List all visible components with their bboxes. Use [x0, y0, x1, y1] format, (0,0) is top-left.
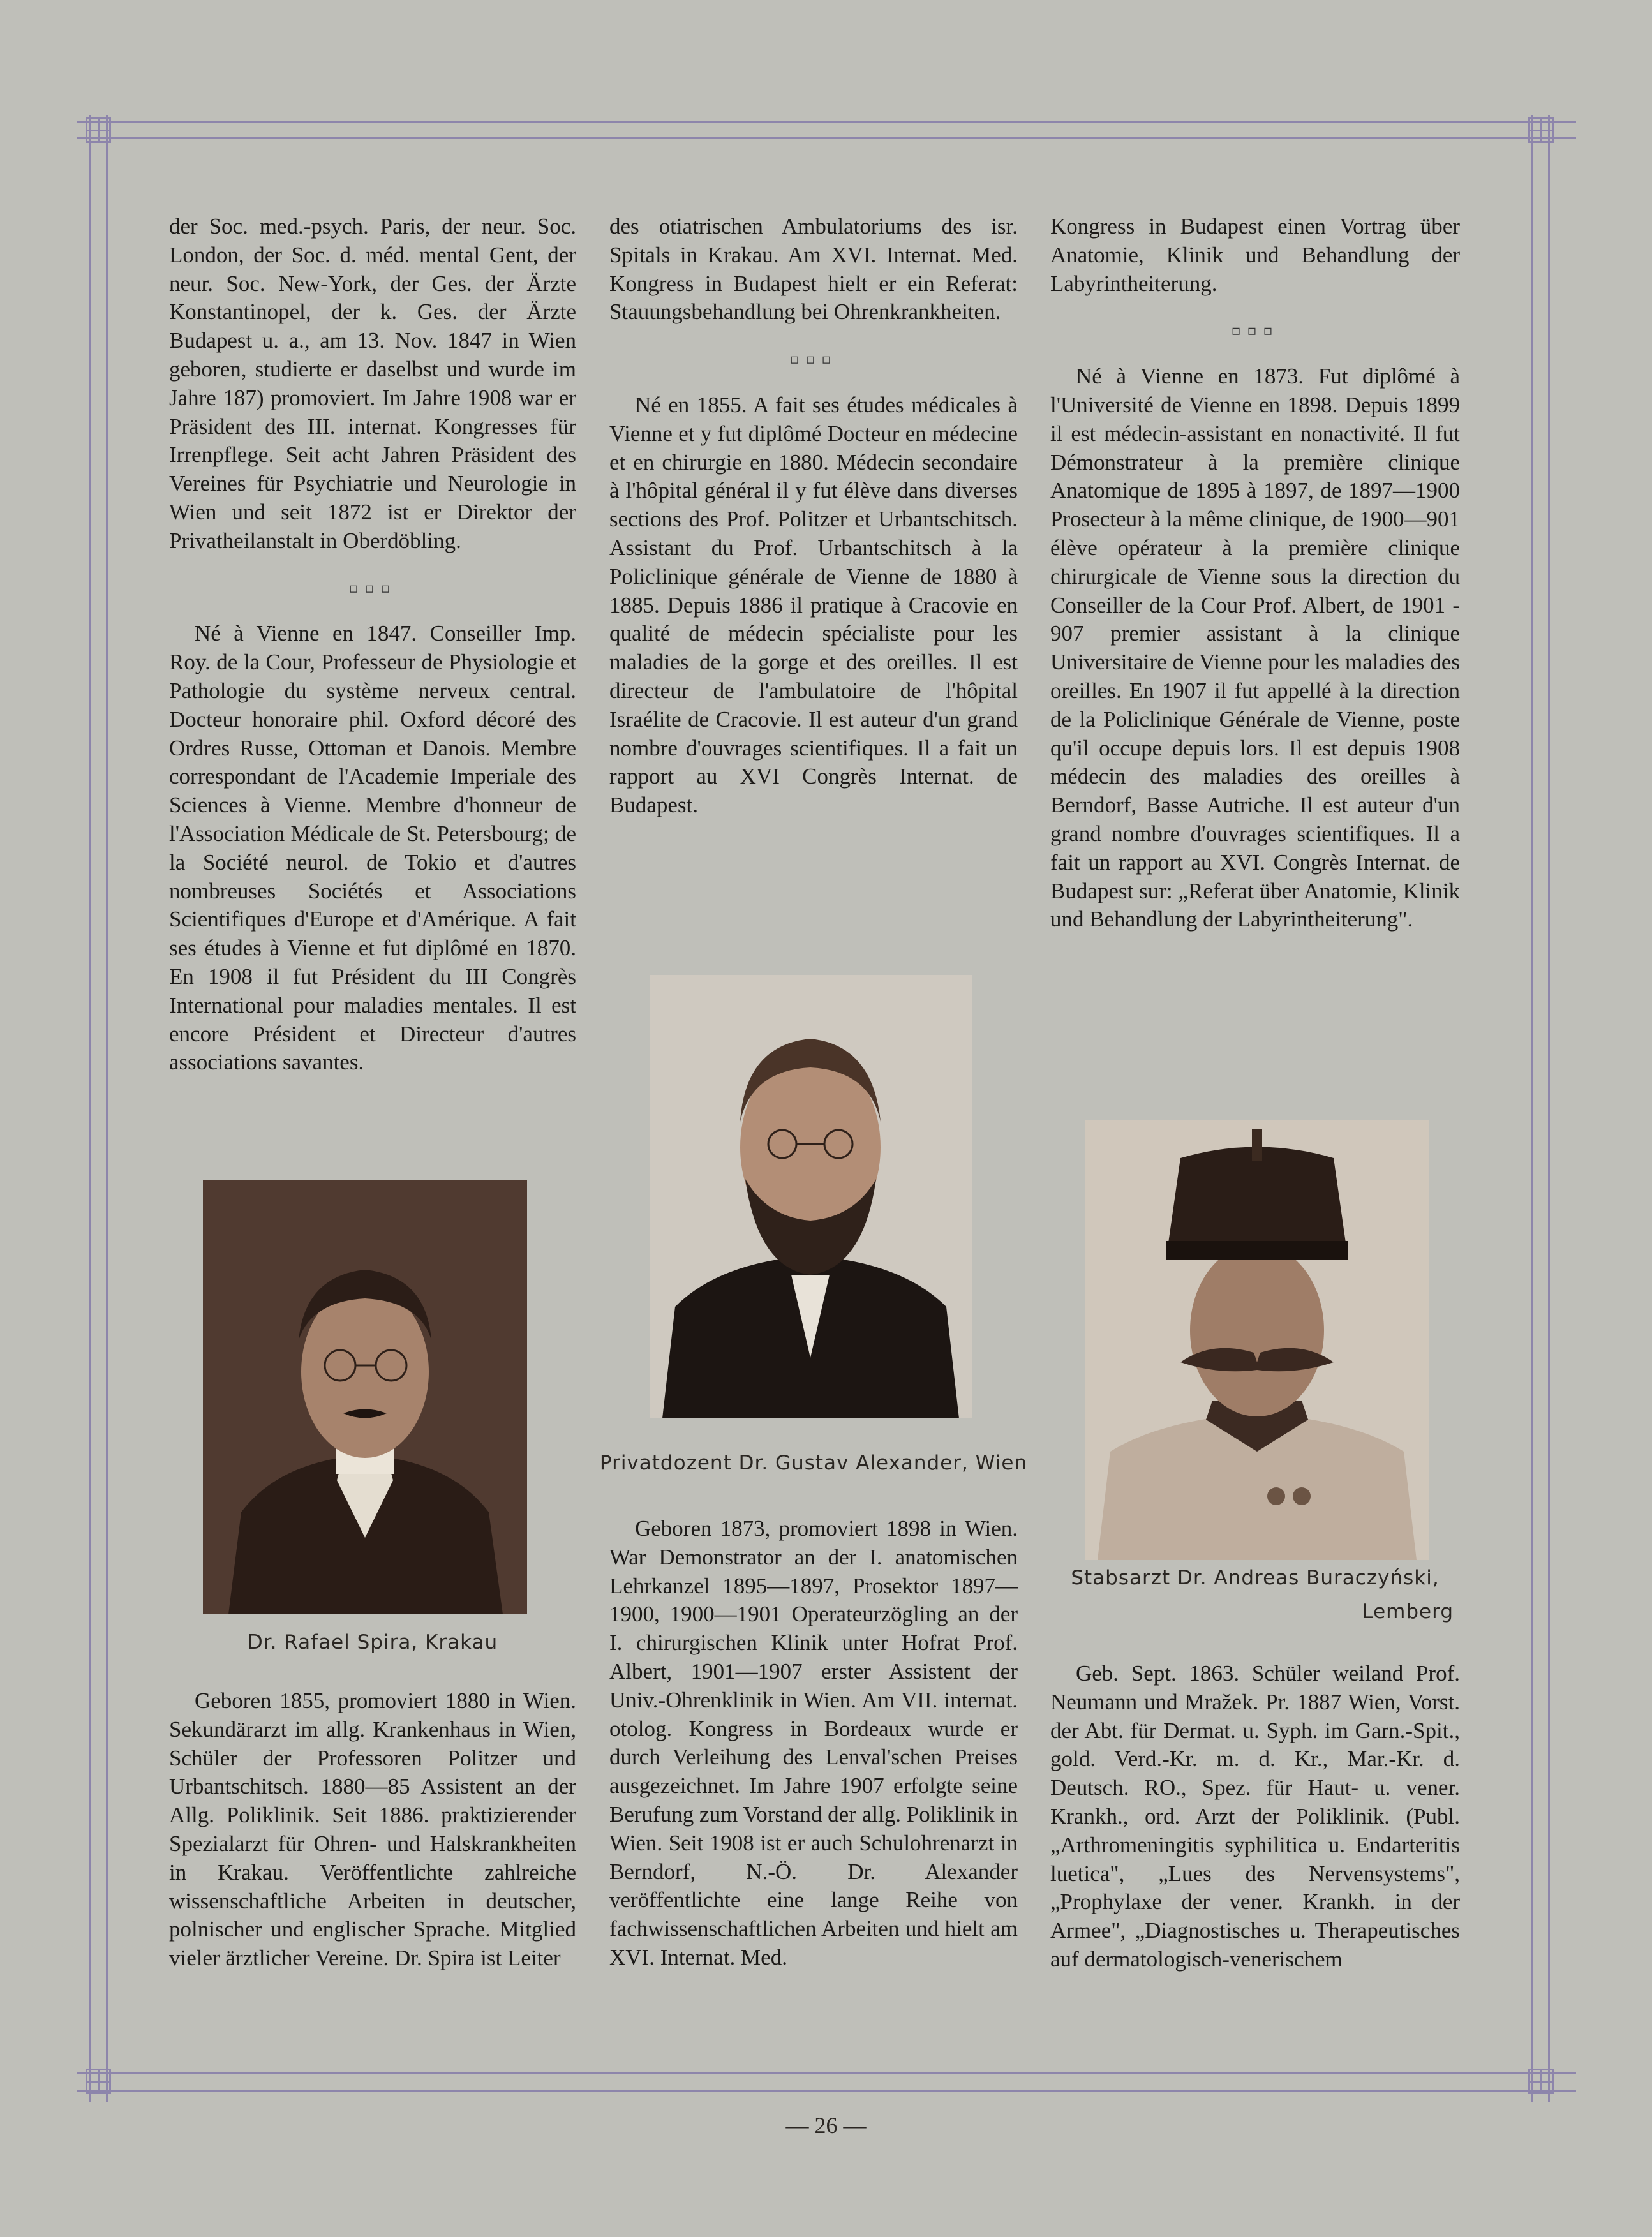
frame-top-inner: [77, 137, 1576, 139]
column-3-bottom: [1050, 1660, 1460, 1974]
column-1-bio-text: Geboren 1855, promoviert 1880 in Wien. Sekundärarzt im allg. Krankenhaus in Wien, Schüler der Professoren Politzer und Urbantschitsch. 1880—85 Assistent an der Allg. Poliklinik. Seit 1886. praktizierender Spezialarzt für Ohren- und Halskrankheiten in Krakau. Veröffentlichte zahlreiche wissenschaftliche Arbeiten in deutscher, polnischer und englischer Sprache. Mitglied vieler ärztlicher Vereine. Dr. Spira ist Leiter: [169, 1688, 576, 1971]
column-1-bottom: [169, 1687, 576, 1973]
caption-buraczynski-name: Stabsarzt Dr. Andreas Buraczyński,: [1071, 1566, 1440, 1589]
page-number: — 26 —: [785, 2113, 867, 2138]
column-3-bio-text: Geb. Sept. 1863. Schüler weiland Prof. Neumann und Mražek. Pr. 1887 Wien, Vorst. der Abt. für Dermat. u. Syph. im Garn.-Spit., gold. Verd.-Kr. m. d. Kr., Mar.-Kr. d. Deutsch. RO., Spez. für Haut- u. vener. Krankh., ord. Arzt der Poliklinik. (Publ. „Arthromeningitis syphilitica u. Endarteritis luetica", „Lues des Nervensystems", „Prophylaxe der vener. Krankh. in der Armee", „Diagnostisches u. Therapeutisches auf dermatologisch-venerischem: [1050, 1661, 1460, 1972]
column-3-german-text: Kongress in Budapest einen Vortrag über Anatomie, Klinik und Behandlung der Labyrintheiterung.: [1050, 214, 1460, 296]
portrait-photo-alexander: [650, 975, 972, 1418]
frame-corner-bottom-right: [1528, 2069, 1554, 2094]
portrait-spira-image: [203, 1180, 527, 1614]
frame-corner-top-left: [86, 117, 111, 143]
frame-bottom-outer: [77, 2072, 1576, 2074]
frame-bottom-inner: [77, 2090, 1576, 2092]
column-2-bottom: [609, 1515, 1018, 1972]
caption-buraczynski-city: Lemberg: [1362, 1600, 1454, 1623]
portrait-alexander-image: [650, 975, 972, 1418]
frame-right-outer: [1548, 115, 1550, 2102]
section-separator: ▫▫▫: [348, 580, 397, 597]
column-2-french-text: Né en 1855. A fait ses études médicales à Vienne et y fut diplômé Docteur en médecine et en chirurgie en 1880. Médecin secondaire à l'hôpital général il y fut élève dans diverses sections des Prof. Politzer et Urbantschitsch. Assistant du Prof. Urbantschitsch à la Policlinique générale de Vienne de 1880 à 1885. Depuis 1886 il pratique à Cracovie en qualité de médecin spécialiste pour les maladies de la gorge et des oreilles. Il est directeur de l'ambulatoire de l'hôpital Israélite de Cracovie. Il est auteur d'un grand nombre d'ouvrages scientifiques. Il a fait un rapport au XVI Congrès Internat. de Budapest.: [609, 392, 1018, 818]
column-2-top: [609, 212, 1018, 820]
frame-top-outer: [77, 121, 1576, 123]
section-separator: ▫▫▫: [789, 352, 838, 368]
section-separator: ▫▫▫: [1231, 323, 1279, 339]
column-1-german-text: der Soc. med.-psych. Paris, der neur. Soc. London, der Soc. d. méd. mental Gent, der neur. Soc. New-York, der Ges. der Ärzte Konstantinopel, der k. Ges. der Ärzte Budapest u. a., am 13. Nov. 1847 in Wien geboren, studierte er daselbst und wurde im Jahre 187) promoviert. Im Jahre 1908 war er Präsident des III. internat. Kongresses für Irrenpflege. Seit acht Jahren Präsident des Vereines für Psychiatrie und Neurologie in Wien und seit 1872 ist er Direktor der Privatheilanstalt in Oberdöbling.: [169, 214, 576, 553]
column-2-german-text: des otiatrischen Ambulatoriums des isr. Spitals in Krakau. Am XVI. Internat. Med. Kongress in Budapest hielt er ein Referat: Stauungsbehandlung bei Ohrenkrankheiten.: [609, 214, 1018, 325]
column-2-bio-text: Geboren 1873, promoviert 1898 in Wien. War Demonstrator an der I. anatomischen Lehrkanzel 1895—1897, Prosektor 1897—1900, 1900—1901 Operateurzögling an der I. chirurgischen Klinik unter Hofrat Prof. Albert, 1901—1907 erster Assistent der Univ.-Ohrenklinik in Wien. Am VII. internat. otolog. Kongress in Bordeaux wurde er durch Verleihung des Lenval'schen Preises ausgezeichnet. Im Jahre 1907 erfolgte seine Berufung zum Vorstand der allg. Poliklinik in Wien. Seit 1908 ist er auch Schulohrenarzt in Berndorf, N.-Ö. Dr. Alexander veröffentlichte eine lange Reihe von fachwissenschaftlichen Arbeiten und hielt am XVI. Internat. Med.: [609, 1516, 1018, 1970]
portrait-photo-spira: [203, 1180, 527, 1614]
portrait-buraczynski-image: [1085, 1120, 1429, 1560]
frame-left-outer: [89, 115, 91, 2102]
column-1-top: [169, 212, 576, 1077]
column-3-top: [1050, 212, 1460, 934]
frame-corner-bottom-left: [86, 2069, 111, 2094]
frame-left-inner: [106, 115, 108, 2102]
portrait-photo-buraczynski: [1085, 1120, 1429, 1560]
caption-spira: Dr. Rafael Spira, Krakau: [247, 1631, 498, 1654]
frame-right-inner: [1531, 115, 1533, 2102]
column-1-french-text: Né à Vienne en 1847. Conseiller Imp. Roy. de la Cour, Professeur de Physiologie et Pathologie du système nerveux central. Docteur honoraire phil. Oxford décoré des Ordres Russe, Ottoman et Danois. Membre correspondant de l'Academie Imperiale des Sciences à Vienne. Membre d'honneur de l'Association Médicale de St. Petersbourg; de la Société neurol. de Tokio et d'autres nombreuses Sociétés et Associations Scientifiques d'Europe et d'Amérique. A fait ses études à Vienne et fut diplômé en 1870. En 1908 il fut Président du III Congrès International pour maladies mentales. Il est encore Président et Directeur d'autres associations savantes.: [169, 621, 576, 1075]
caption-alexander: Privatdozent Dr. Gustav Alexander, Wien: [599, 1452, 1028, 1475]
column-3-french-text: Né à Vienne en 1873. Fut diplômé à l'Université de Vienne en 1898. Depuis 1899 il est médecin-assistant en nonactivité. Il fut Démonstrateur à la première clinique Anatomique de 1895 à 1897, de 1897—1900 Prosecteur à la même clinique, de 1900—901 élève opérateur à la première clinique chirurgicale de Vienne sous la direction du Conseiller de la Cour Prof. Albert, de 1901 - 907 premier assistant à la clinique Universitaire de Vienne pour les maladies des oreilles. En 1907 il fut appellé à la direction de la Policlinique Générale de Vienne, poste qu'il occupe depuis lors. Il est depuis 1908 médecin des maladies des oreilles à Berndorf, Basse Autriche. Il est auteur d'un grand nombre d'ouvrages scientifiques. Il a fait un rapport au XVI. Congrès Internat. de Budapest sur: „Referat über Anatomie, Klinik und Behandlung der Labyrintheiterung".: [1050, 364, 1460, 932]
frame-corner-top-right: [1528, 117, 1554, 143]
